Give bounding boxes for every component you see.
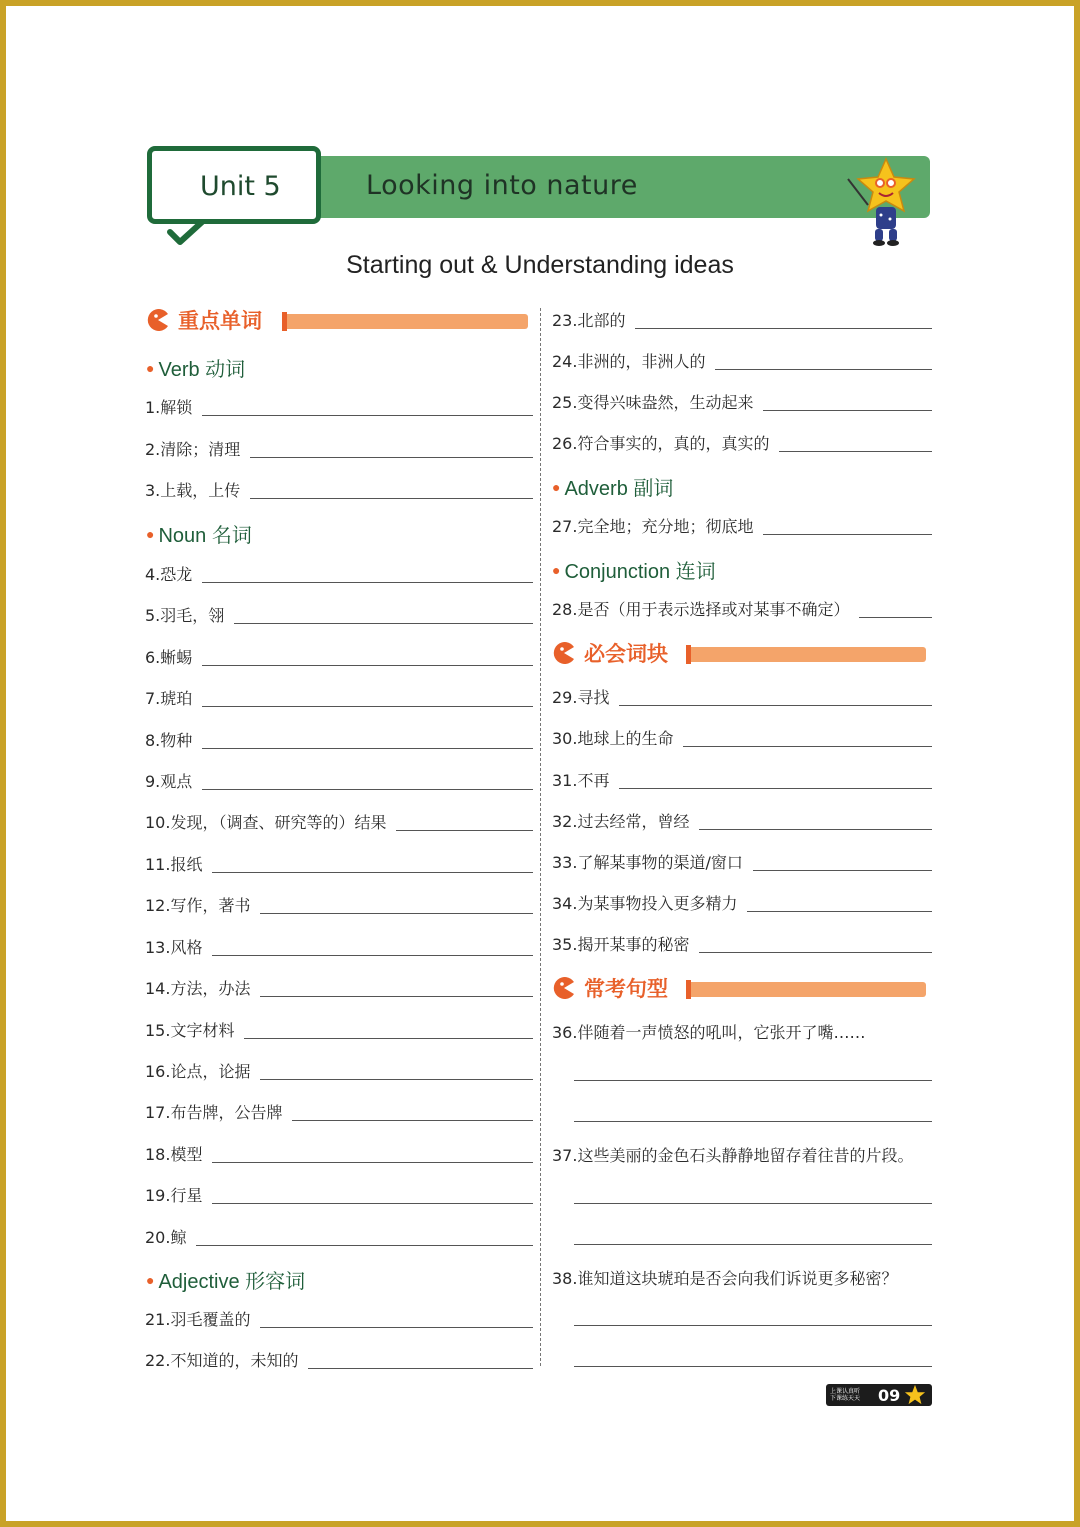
vocab-item: 8.物种 — [145, 728, 533, 751]
answer-blank[interactable] — [244, 1038, 533, 1039]
vocab-item: 22.不知道的，未知的 — [145, 1348, 533, 1371]
answer-blank[interactable] — [763, 534, 932, 535]
section-phrases — [552, 639, 928, 667]
answer-blank[interactable] — [779, 451, 932, 452]
answer-blank[interactable] — [763, 410, 932, 411]
sentence-item: 36.伴随着一声愤怒的吼叫，它张开了嘴…… — [552, 1023, 866, 1042]
vocab-item: 4.恐龙 — [145, 562, 533, 585]
section-bar — [686, 647, 926, 662]
phrase-item: 35.揭开某事的秘密 — [552, 932, 932, 955]
vocab-item: 10.发现，（调查、研究等的）结果 — [145, 810, 533, 833]
answer-blank[interactable] — [292, 1120, 533, 1121]
vocab-item: 2.清除；清理 — [145, 437, 533, 460]
answer-blank[interactable] — [260, 1327, 533, 1328]
category-noun: ● Noun 名词 — [146, 525, 252, 547]
answer-blank[interactable] — [196, 1245, 533, 1246]
answer-blank[interactable] — [699, 829, 932, 830]
answer-blank[interactable] — [250, 498, 533, 499]
vocab-item: 26.符合事实的，真的，真实的 — [552, 431, 932, 454]
page-number: 09 — [878, 1385, 901, 1405]
category-adjective: ● Adjective 形容词 — [146, 1271, 306, 1293]
vocab-item: 6.蜥蜴 — [145, 645, 533, 668]
section-bar — [282, 314, 528, 329]
phrase-item: 31.不再 — [552, 768, 932, 791]
answer-blank[interactable] — [212, 872, 533, 873]
section-title: 常考句型 — [584, 977, 668, 1001]
answer-blank[interactable] — [202, 665, 533, 666]
answer-blank[interactable] — [212, 1162, 533, 1163]
vocab-item: 21.羽毛覆盖的 — [145, 1307, 533, 1330]
vocab-item: 25.变得兴味盎然，生动起来 — [552, 390, 932, 413]
answer-line[interactable] — [574, 1203, 932, 1204]
section-key-words — [146, 306, 530, 334]
vocab-item: 9.观点 — [145, 769, 533, 792]
answer-blank[interactable] — [260, 1079, 533, 1080]
answer-blank[interactable] — [202, 582, 533, 583]
answer-blank[interactable] — [234, 623, 533, 624]
vocab-item: 12.写作，著书 — [145, 893, 533, 916]
answer-blank[interactable] — [699, 952, 932, 953]
sentence-item: 38.谁知道这块琥珀是否会向我们诉说更多秘密？ — [552, 1269, 898, 1288]
star-mascot-icon — [846, 155, 926, 247]
vocab-item: 20.鲸 — [145, 1225, 533, 1248]
answer-blank[interactable] — [635, 328, 932, 329]
page-number-badge — [826, 1384, 932, 1406]
answer-line[interactable] — [574, 1366, 932, 1367]
star-icon — [904, 1384, 926, 1406]
unit-number: Unit 5 — [200, 171, 281, 202]
phrase-item: 33.了解某事物的渠道/窗口 — [552, 850, 932, 873]
answer-blank[interactable] — [202, 789, 533, 790]
answer-blank[interactable] — [260, 913, 533, 914]
answer-blank[interactable] — [619, 788, 932, 789]
answer-line[interactable] — [574, 1325, 932, 1326]
answer-blank[interactable] — [753, 870, 932, 871]
vocab-item: 24.非洲的，非洲人的 — [552, 349, 932, 372]
answer-blank[interactable] — [212, 955, 533, 956]
answer-blank[interactable] — [396, 830, 533, 831]
category-adverb: ● Adverb 副词 — [552, 478, 674, 500]
vocab-item: 5.羽毛，翎 — [145, 603, 533, 626]
phrase-item: 29.寻找 — [552, 685, 932, 708]
vocab-item: 11.报纸 — [145, 852, 533, 875]
pacman-icon — [552, 641, 576, 665]
answer-blank[interactable] — [202, 415, 533, 416]
answer-blank[interactable] — [747, 911, 932, 912]
category-conjunction: ● Conjunction 连词 — [552, 561, 716, 583]
category-verb: ● Verb 动词 — [146, 359, 246, 381]
answer-line[interactable] — [574, 1244, 932, 1245]
section-title: 重点单词 — [178, 309, 262, 333]
lesson-subtitle: Starting out & Understanding ideas — [346, 251, 734, 279]
vocab-item: 17.布告牌，公告牌 — [145, 1100, 533, 1123]
phrase-item: 32.过去经常，曾经 — [552, 809, 932, 832]
slogan: 上课认真听 下课练天天 — [830, 1388, 861, 1402]
column-divider — [540, 308, 541, 1366]
vocab-item: 28.是否（用于表示选择或对某事不确定） — [552, 597, 932, 620]
unit-title: Looking into nature — [366, 170, 638, 201]
vocab-item: 7.琥珀 — [145, 686, 533, 709]
vocab-item: 18.模型 — [145, 1142, 533, 1165]
phrase-item: 30.地球上的生命 — [552, 726, 932, 749]
vocab-item: 13.风格 — [145, 935, 533, 958]
answer-blank[interactable] — [260, 996, 533, 997]
answer-blank[interactable] — [715, 369, 932, 370]
answer-blank[interactable] — [202, 706, 533, 707]
pacman-icon — [552, 976, 576, 1000]
answer-line[interactable] — [574, 1080, 932, 1081]
pacman-icon — [146, 308, 170, 332]
vocab-item: 16.论点，论据 — [145, 1059, 533, 1082]
vocab-item: 1.解锁 — [145, 395, 533, 418]
vocab-item: 3.上载，上传 — [145, 478, 533, 501]
checkmark-icon — [166, 220, 206, 248]
vocab-item: 14.方法，办法 — [145, 976, 533, 999]
phrase-item: 34.为某事物投入更多精力 — [552, 891, 932, 914]
vocab-item: 19.行星 — [145, 1183, 533, 1206]
answer-blank[interactable] — [308, 1368, 533, 1369]
answer-blank[interactable] — [859, 617, 932, 618]
answer-blank[interactable] — [202, 748, 533, 749]
answer-blank[interactable] — [250, 457, 533, 458]
section-bar — [686, 982, 926, 997]
vocab-item: 15.文字材料 — [145, 1018, 533, 1041]
vocab-item: 27.完全地；充分地；彻底地 — [552, 514, 932, 537]
section-sentences — [552, 974, 928, 1002]
sentence-item: 37.这些美丽的金色石头静静地留存着往昔的片段。 — [552, 1146, 914, 1165]
vocab-item: 23.北部的 — [552, 308, 932, 331]
answer-line[interactable] — [574, 1121, 932, 1122]
answer-blank[interactable] — [619, 705, 932, 706]
section-title: 必会词块 — [584, 642, 668, 666]
answer-blank[interactable] — [212, 1203, 533, 1204]
answer-blank[interactable] — [683, 746, 932, 747]
